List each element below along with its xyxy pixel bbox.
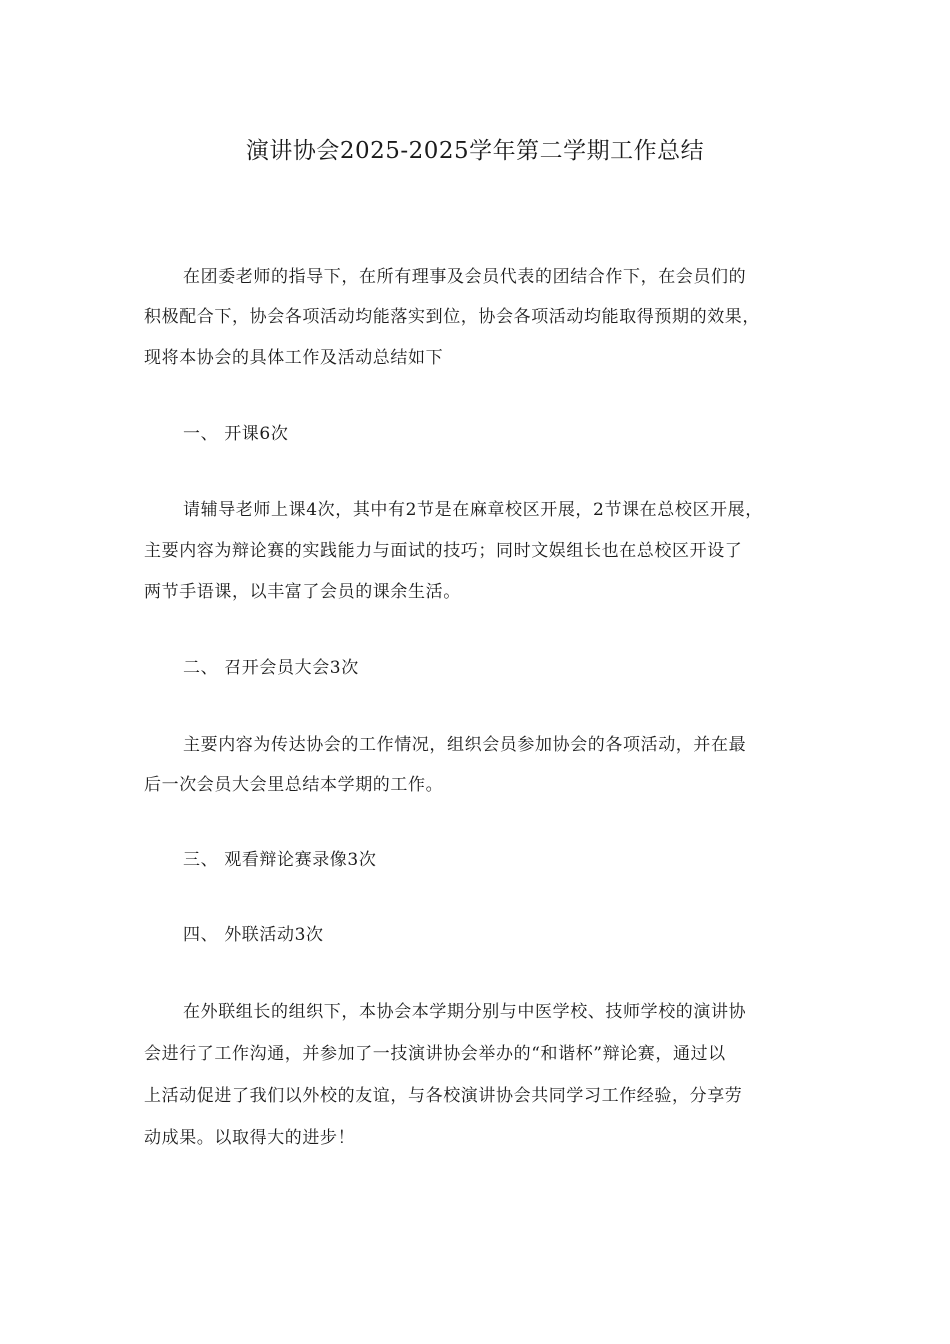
intro-line-1: 在团委老师的指导下，在所有理事及会员代表的团结合作下，在会员们的 (183, 267, 747, 287)
intro-line-2: 积极配合下，协会各项活动均能落实到位，协会各项活动均能取得预期的效果， (144, 307, 760, 327)
section-4-line-4: 动成果。以取得大的进步！ (144, 1128, 356, 1148)
section-4-line-1: 在外联组长的组织下，本协会本学期分别与中医学校、技师学校的演讲协 (183, 1002, 747, 1022)
section-3-heading: 三、 观看辩论赛录像3次 (183, 850, 377, 870)
section-1-heading: 一、 开课6次 (183, 424, 289, 444)
document-title: 演讲协会2025-2025学年第二学期工作总结 (245, 138, 705, 164)
section-1-line-1: 请辅导老师上课4次，其中有2节是在麻章校区开展，2节课在总校区开展， (183, 500, 763, 520)
section-2-heading: 二、 召开会员大会3次 (183, 658, 359, 678)
section-4-line-3: 上活动促进了我们以外校的友谊，与各校演讲协会共同学习工作经验，分享劳 (144, 1086, 743, 1106)
section-2-line-1: 主要内容为传达协会的工作情况，组织会员参加协会的各项活动，并在最 (183, 735, 747, 755)
intro-line-3: 现将本协会的具体工作及活动总结如下 (144, 348, 444, 368)
section-1-line-3: 两节手语课，以丰富了会员的课余生活。 (144, 582, 461, 602)
section-4-line-2: 会进行了工作沟通，并参加了一技演讲协会举办的“和谐杯”辩论赛，通过以 (144, 1044, 726, 1064)
section-1-line-2: 主要内容为辩论赛的实践能力与面试的技巧；同时文娱组长也在总校区开设了 (144, 541, 743, 561)
section-2-line-2: 后一次会员大会里总结本学期的工作。 (144, 775, 444, 795)
section-4-heading: 四、 外联活动3次 (183, 925, 324, 945)
